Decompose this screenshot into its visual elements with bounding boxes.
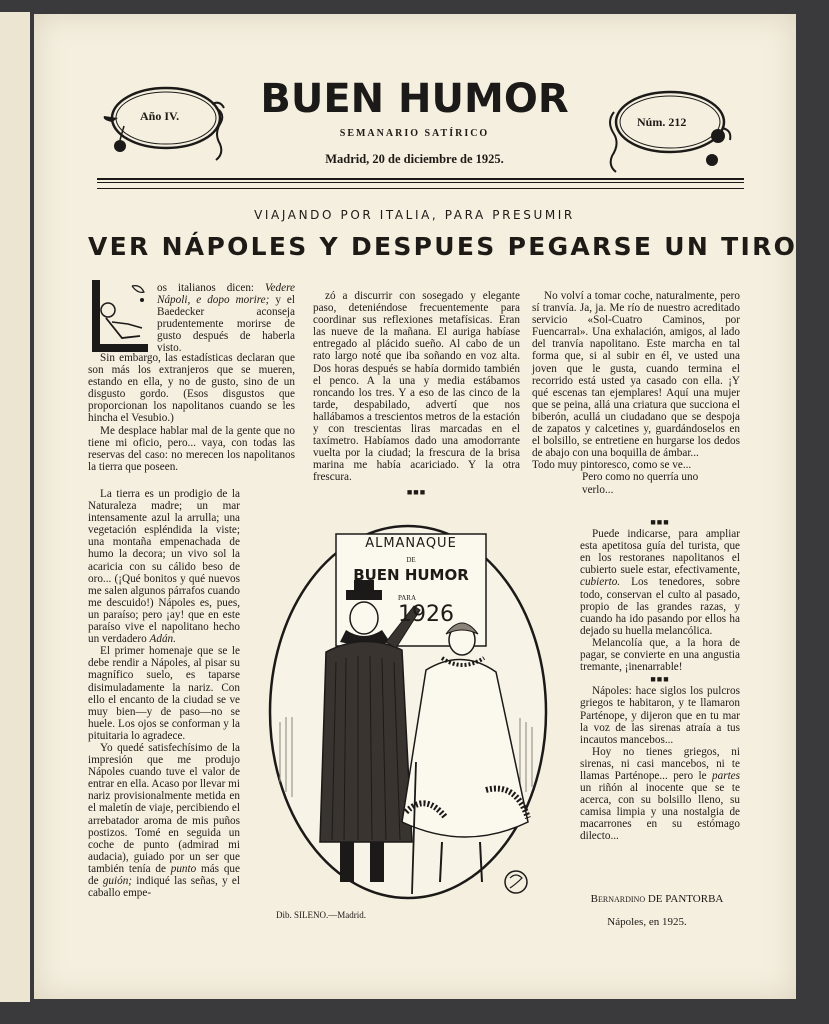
paragraph: Sin embargo, las estadísticas declaran que son más los extranjeros que se mueren, estando en ella, y no de gusto, sino de un disgusto gordo. (Esos disgustos que proporcionan los napolitanos cuando se les hincha el Vesubio.) bbox=[88, 352, 295, 425]
column-3-upper bbox=[532, 290, 740, 496]
masthead-subtitle: SEMANARIO SATÍRICO bbox=[339, 128, 490, 139]
year-badge: Año IV. bbox=[140, 109, 180, 123]
column-1-intro bbox=[157, 282, 295, 355]
section-separator: ■■■ bbox=[406, 486, 427, 497]
number-badge: Núm. 212 bbox=[637, 115, 687, 129]
dropcap-illustration bbox=[88, 280, 154, 356]
verse: Todo muy pintoresco, como se ve... Pero como no querría uno verlo... bbox=[532, 459, 699, 496]
paragraph: No volví a tomar coche, naturalmente, pero sí tranvía. Ja, ja. Me río de nuestro acreditado servicio «Sol-Cuatro Caminos, por Fuencarral». Una exhalación, amigos, al lado del tranvía napolitano. Este marcha en tal forma que, si al subir en él, ve usted una joven que le gusta, cuando termina el recorrido está usted ya casado con ella. ¡Y qué escenas tan ejemplares! Aquí una mujer que se peina, allá una criatura que succiona el biberón, acullá un ciudadano que se despoja de zapatos y calcetines y, guardándoselos en el bolsillo, se entretiene en hurgarse los dedos de abajo con una boquilla de ámbar... bbox=[532, 290, 740, 460]
paragraph: Me desplace hablar mal de la gente que no tiene mi oficio, pero... vaya, con todas las reservas del caso: no merecen los napolitanos la tierra que poseen. bbox=[88, 424, 295, 473]
issue-date: Madrid, 20 de diciembre de 1925. bbox=[325, 152, 504, 166]
sign-line-para: PARA bbox=[398, 594, 417, 602]
masthead-rule bbox=[97, 178, 744, 180]
paragraph: El primer homenaje que se le debe rendir a Nápoles, al pisar su magnífico suelo, es taparse disimuladamente la nariz. Con ello el encanto de la ciudad se ve muy bien—y de paso—no se huele. Los ojos se conforman y la pituitaria lo agradece. bbox=[88, 645, 240, 742]
paragraph: Nápoles: hace siglos los pulcros griegos te habitaron, y te llamaron Parténope, y dijeron que en tu mar la voz de las sirenas atraía a tus incautos mancebos... bbox=[580, 685, 740, 746]
column-1-upper bbox=[88, 352, 295, 473]
section-separator: ■■■ bbox=[650, 674, 670, 685]
paragraph: Puede indicarse, para ampliar esta apetitosa guía del turista, que en los restoranes napolitanos el cubierto suele estar, efectivamente, cubierto. Los tenedores, sobre todo, conservan el culto al pasado, propio de las grandes razas, y cuando ha ido pasando por ellos ha dejado su huella melancólica. bbox=[580, 528, 740, 637]
section-separator: ■■■ bbox=[650, 517, 670, 527]
paragraph: La tierra es un prodigio de la Naturaleza madre; un mar intensamente azul la arrulla; una vegetación espléndida la viste; una montaña empenachada de humo la decora; un vivo sol la acaricia con su cálido beso de oro... (¡Qué bonitos y qué nuevos me salen algunos párrafos cuando me descuido!) Nápoles es, pues, un paraíso; pero ¡ay! que en este paraíso vive el napolitano hecho un verdadero Adán. bbox=[88, 488, 240, 646]
author-signature: Bernardino DE PANTORBA bbox=[590, 893, 724, 905]
column-3-lower bbox=[580, 516, 740, 843]
column-1-lower bbox=[88, 488, 240, 899]
column-2 bbox=[313, 290, 520, 498]
paragraph: Melancolía que, a la hora de pagar, se convierte en una angustia tremante, ¡inenarrable! bbox=[580, 636, 740, 674]
sign-line-buen-humor: BUEN HUMOR bbox=[353, 566, 469, 584]
masthead-title: BUEN HUMOR bbox=[260, 76, 569, 122]
paragraph: Hoy no tienes griegos, ni sirenas, ni casi mancebos, ni te llamas Parténope... pero le partes un riñón al inocente que se te acerca, con su bolsillo lleno, su camisa limpia y una nostalgia de macarrones en su estómago dilecto... bbox=[580, 745, 740, 843]
article-kicker: VIAJANDO POR ITALIA, PARA PRESUMIR bbox=[254, 208, 575, 222]
sign-line-de: DE bbox=[406, 556, 416, 564]
number-badge-frame bbox=[604, 82, 740, 178]
article-headline: VER NÁPOLES Y DESPUES PEGARSE UN TIRO bbox=[88, 232, 798, 261]
article-place-date: Nápoles, en 1925. bbox=[607, 916, 687, 928]
paragraph: os italianos dicen: Vedere Nápoli, e dopo morire; y el Baedecker aconseja prudentemente morirse de gusto después de haberla visto. bbox=[157, 282, 295, 355]
masthead-double-rule bbox=[97, 182, 744, 189]
sign-year: 1926 bbox=[398, 602, 454, 627]
paragraph: zó a discurrir con sosegado y elegante paso, deteniéndose frecuentemente para coordinar sus reflexiones metafísicas. Eran las nueve de la mañana. El auriga habíase entregado al plácido sueño. Al cabo de un rato largo noté que iba soñando en voz alta. Dos horas después se había dormido también el penco. A la una y media estábamos roncando los tres. Y a eso de las cinco de la tarde, despabilado, advertí que nos hallábamos a trescientos metros de la estación y con trescientas liras marcadas en el taxímetro. Habíamos dado una amodorrante vuelta por la ciudad; la frescura de la brisa marina me había acariciado. Y la otra frescura. bbox=[313, 290, 520, 484]
sign-line-almanaque: ALMANAQUE bbox=[365, 536, 457, 551]
illustration-caption: Dib. SILENO.—Madrid. bbox=[276, 910, 366, 920]
paragraph: Yo quedé satisfechísimo de la impresión que me produjo Nápoles cuando tuve el valor de entrar en ella. Acaso por llevar mi nariz provisionalmente metida en el maletín de viaje, percibiendo el arrebatador aroma de mis puños postizos. Tomé en seguida un coche de punto (admirad mi audacia), guiado por un ser que también tenía de punto más que de guión; indiqué las señas, y el caballo empe- bbox=[88, 741, 241, 900]
